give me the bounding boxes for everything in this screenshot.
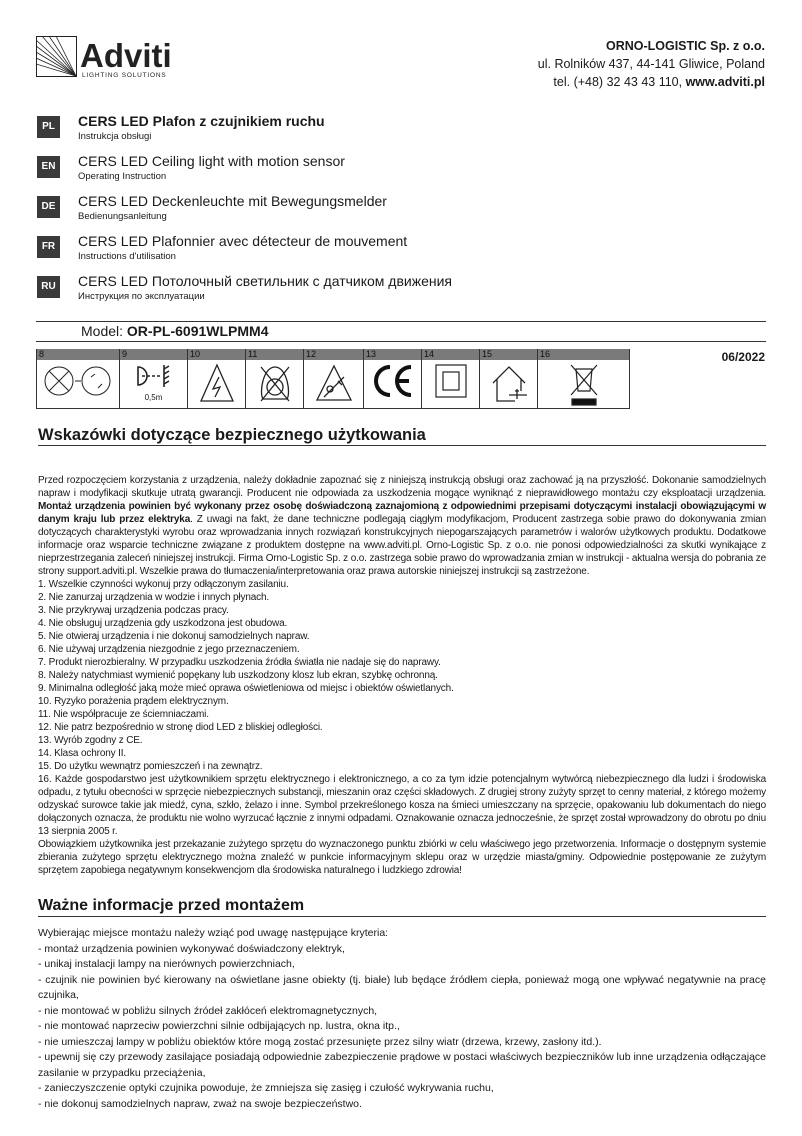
symbol-number: 9: [120, 349, 187, 360]
language-badge: PL: [37, 116, 60, 138]
list-item: 8. Należy natychmiast wymienić popękany lub uszkodzony klosz lub ekran, szybkę ochronną.: [38, 670, 438, 681]
symbol-cell: [479, 349, 537, 408]
company-address: ul. Rolników 437, 44-141 Gliwice, Poland: [537, 57, 765, 71]
symbol-cell: [421, 349, 479, 408]
language-entry-de: [37, 193, 507, 223]
symbol-number: 15: [480, 349, 537, 360]
indoor-outdoor-icon: [489, 363, 529, 403]
list-item: 11. Nie współpracuje ze ściemniaczami.: [38, 709, 209, 720]
svg-text:LIGHTING SOLUTIONS: LIGHTING SOLUTIONS: [82, 72, 167, 79]
list-item: 14. Klasa ochrony II.: [38, 748, 127, 759]
symbol-cell: [119, 349, 187, 408]
language-entry-fr: [37, 233, 507, 263]
list-item: - nie montować naprzeciw powierzchni silnie odbijających np. lustra, okna itp.,: [38, 1020, 400, 1032]
safety-list: [38, 578, 766, 877]
language-entry-en: [37, 153, 507, 183]
language-subtitle: Instrukcja obsługi: [78, 131, 152, 142]
language-title: CERS LED Plafonnier avec détecteur de mouvement: [78, 233, 408, 249]
safety-intro: [38, 474, 766, 578]
symbol-number: 14: [422, 349, 479, 360]
min-distance-label: 0,5m: [144, 393, 163, 402]
model-line: [36, 321, 766, 342]
electric-shock-warning-icon: [199, 363, 235, 403]
document-date: 06/2022: [721, 350, 765, 364]
company-info: [538, 37, 765, 91]
symbol-cell: [363, 349, 421, 408]
min-distance-icon: [132, 363, 176, 389]
list-item: 10. Ryzyko porażenia prądem elektrycznym.: [38, 696, 229, 707]
symbol-number: 13: [364, 349, 421, 360]
symbol-number: 10: [188, 349, 245, 360]
list-item: 2. Nie zanurzaj urządzenia w wodzie i innych płynach.: [38, 592, 270, 603]
section-heading-safety: Wskazówki dotyczące bezpiecznego użytkowania: [38, 425, 766, 446]
list-item: - nie dokonuj samodzielnych napraw, zważ na swoje bezpieczeństwo.: [38, 1097, 362, 1110]
class-ii-icon: [434, 363, 468, 399]
safety-section-body: [38, 474, 766, 877]
language-title: CERS LED Plafon z czujnikiem ruchu: [78, 113, 325, 129]
company-phone: tel. (+48) 32 43 43 110,: [553, 75, 686, 89]
symbol-cell: [303, 349, 363, 408]
symbol-cell: [245, 349, 303, 408]
list-item: 13. Wyrób zgodny z CE.: [38, 735, 143, 746]
list-item: 15. Do użytku wewnątrz pomieszczeń i na zewnątrz.: [38, 761, 263, 772]
language-entry-ru: [37, 273, 507, 303]
list-item: - nie montować w pobliżu silnych źródeł zakłóceń elektromagnetycznych,: [38, 1004, 378, 1017]
symbol-cell: [537, 349, 629, 408]
intro-text: . Z uwagi na fakt, że dane techniczne podlegają ciągłym modyfikacjom, Producent zastrzega sobie prawo do dokonywania zmian dotyczących charakterystyki wyrobu oraz wprowadzania innych rozwiązań konstrukcyjnych niepogarszających parametrów i walorów użytkowych produktu. Dodatkowe informacje oraz wsparcie techniczne związane z produktem dostępne na www.adviti.pl. Orno-Logistic Sp. z o.o. nie ponosi odpowiedzialności za skutki wynikające z nieprzestrzegania zaleceń niniejszej instrukcji. Firma Orno-Logistic Sp. z o.o. zastrzega sobie prawo do wprowadzania zmian w instrukcji - aktualna wersja do pobrania ze strony support.adviti.pl. Wszelkie prawa do tłumaczenia/interpretowania oraz prawa autorskie niniejszej instrukcji są zastrzeżone.: [38, 514, 766, 577]
list-item: - upewnij się czy przewody zasilające posiadają odpowiednie zabezpieczenie prądowe w postaci właściwych bezpieczników lub inne urządzenia odłączające zasilanie w przypadku przeciążenia,: [38, 1051, 766, 1079]
language-subtitle: Инструкция по эксплуатации: [78, 291, 205, 302]
mounting-criteria-list: [38, 926, 766, 1112]
list-item: Obowiązkiem użytkownika jest przekazanie zużytego sprzętu do wyznaczonego punktu zbiórki w celu właściwego jego przetworzenia. Informacje o dostępnym systemie zbierania zużytego sprzętu elektrycznego można znaleźć w punkcie informacyjnym sklepu oraz w urzędzie miasta/gminy. Odpowiednie postępowanie ze zużytym sprzętem zapobiega negatywnym konsekwencjom dla środowiska naturalnego i ludzkiego zdrowia!: [38, 839, 766, 876]
symbol-number: 16: [538, 349, 629, 360]
list-item: 9. Minimalna odległość jaką może mieć oprawa oświetleniowa od miejsc i obiektów oświetlanych.: [38, 683, 454, 694]
language-title: CERS LED Deckenleuchte mit Bewegungsmelder: [78, 193, 387, 209]
list-item: - montaż urządzenia powinien wykonywać doświadczony elektryk,: [38, 942, 345, 955]
list-item: 4. Nie obsługuj urządzenia gdy uszkodzona jest obudowa.: [38, 618, 288, 629]
intro-bold-text: Montaż urządzenia powinien być wykonany przez osobę doświadczoną zaznajomioną z odpowiednimi przepisami dotyczącymi instalacji obowiązującymi w danym kraju lub przez elektryka: [38, 501, 766, 525]
list-item: 1. Wszelkie czynności wykonuj przy odłączonym zasilaniu.: [38, 579, 289, 590]
list-item: - zanieczyszczenie optyki czujnika powoduje, że zmniejsza się zasięg i czułość wykrywania ruchu,: [38, 1082, 494, 1094]
symbol-number: 12: [304, 349, 363, 360]
list-item: 7. Produkt nierozbieralny. W przypadku uszkodzenia źródła światła nie nadaje się do naprawy.: [38, 657, 441, 668]
language-subtitle: Bedienungsanleitung: [78, 211, 167, 222]
language-badge: EN: [37, 156, 60, 178]
symbol-number: 8: [37, 349, 119, 360]
language-badge: DE: [37, 196, 60, 218]
list-item: - unikaj instalacji lampy na nierównych powierzchniach,: [38, 958, 295, 970]
company-website: www.adviti.pl: [685, 75, 765, 89]
list-item: 12. Nie patrz bezpośrednio w stronę diod LED z bliskiej odległości.: [38, 722, 323, 733]
language-badge: RU: [37, 276, 60, 298]
list-item: 3. Nie przykrywaj urządzenia podczas pracy.: [38, 605, 229, 616]
model-label: Model:: [81, 323, 127, 339]
adviti-logo: [36, 36, 171, 80]
symbol-number: 11: [246, 349, 303, 360]
section-heading-before-mounting: Ważne informacje przed montażem: [38, 896, 766, 917]
list-item: 5. Nie otwieraj urządzenia i nie dokonuj samodzielnych napraw.: [38, 631, 310, 642]
list-item: 6. Nie używaj urządzenia niezgodnie z jego przeznaczeniem.: [38, 644, 300, 655]
language-title: CERS LED Ceiling light with motion sensor: [78, 153, 345, 169]
model-value: OR-PL-6091WLPMM4: [126, 323, 269, 339]
language-badge: FR: [37, 236, 60, 258]
list-item: Wybierając miejsce montażu należy wziąć pod uwagę następujące kryteria:: [38, 927, 389, 939]
lamp-cover-replace-icon: [43, 363, 113, 399]
symbols-table: [36, 349, 630, 409]
ce-mark-icon: [371, 363, 415, 399]
svg-text:Adviti: Adviti: [80, 37, 171, 74]
symbol-cell: [37, 349, 119, 408]
no-dimmer-icon: [257, 363, 293, 403]
list-item: - nie umieszczaj lampy w pobliżu obiektów które mogą zostać przesunięte przez silny wiatr (drzewa, krzewy, zasłony itd.).: [38, 1035, 602, 1048]
symbol-cell: [187, 349, 245, 408]
language-subtitle: Instructions d'utilisation: [78, 251, 176, 262]
weee-bin-icon: [567, 363, 601, 407]
company-name: ORNO-LOGISTIC Sp. z o.o.: [605, 39, 765, 53]
language-title: CERS LED Потолочный светильник с датчиком движения: [78, 273, 453, 289]
list-item: - czujnik nie powinien być kierowany na oświetlane jasne obiekty (tj. białe) lub będące źródłem ciepła, ponieważ mogą one wpływać negatywnie na pracę czujnika,: [38, 973, 766, 1001]
intro-text: Przed rozpoczęciem korzystania z urządzenia, należy dokładnie zapoznać się z niniejszą instrukcją obsługi oraz zachować ją na przyszłość. Dokonanie samodzielnych napraw i modyfikacji skutkuje utratą gwarancji. Producent nie odpowiada za uszkodzenia mogące wyniknąć z nieprawidłowego montażu czy eksploatacji urządzenia.: [38, 475, 766, 499]
language-entry-pl: [37, 113, 507, 143]
do-not-look-led-icon: [314, 363, 354, 403]
language-subtitle: Operating Instruction: [78, 171, 167, 182]
list-item: 16. Każde gospodarstwo jest użytkownikiem sprzętu elektrycznego i elektronicznego, a co za tym idzie potencjalnym wytwórcą niebezpiecznego dla ludzi i środowiska odpadu, z tytułu obecności w sprzęcie niebezpiecznych substancji, mieszanin oraz części składowych. Z drugiej strony zużyty sprzęt to cenny materiał, z którego możemy odzyskać surowce takie jak miedź, cyna, szkło, żelazo i inne. Symbol przekreślonego kosza na śmieci umieszczany na sprzęcie, opakowaniu lub dokumentach do niego dołączonych oznacza, że produktu nie wolno wyrzucać łącznie z innymi odpadami. Oznakowanie oznacza jednocześnie, że sprzęt został wprowadzony do obrotu po dniu 13 sierpnia 2005 r.: [38, 774, 766, 837]
